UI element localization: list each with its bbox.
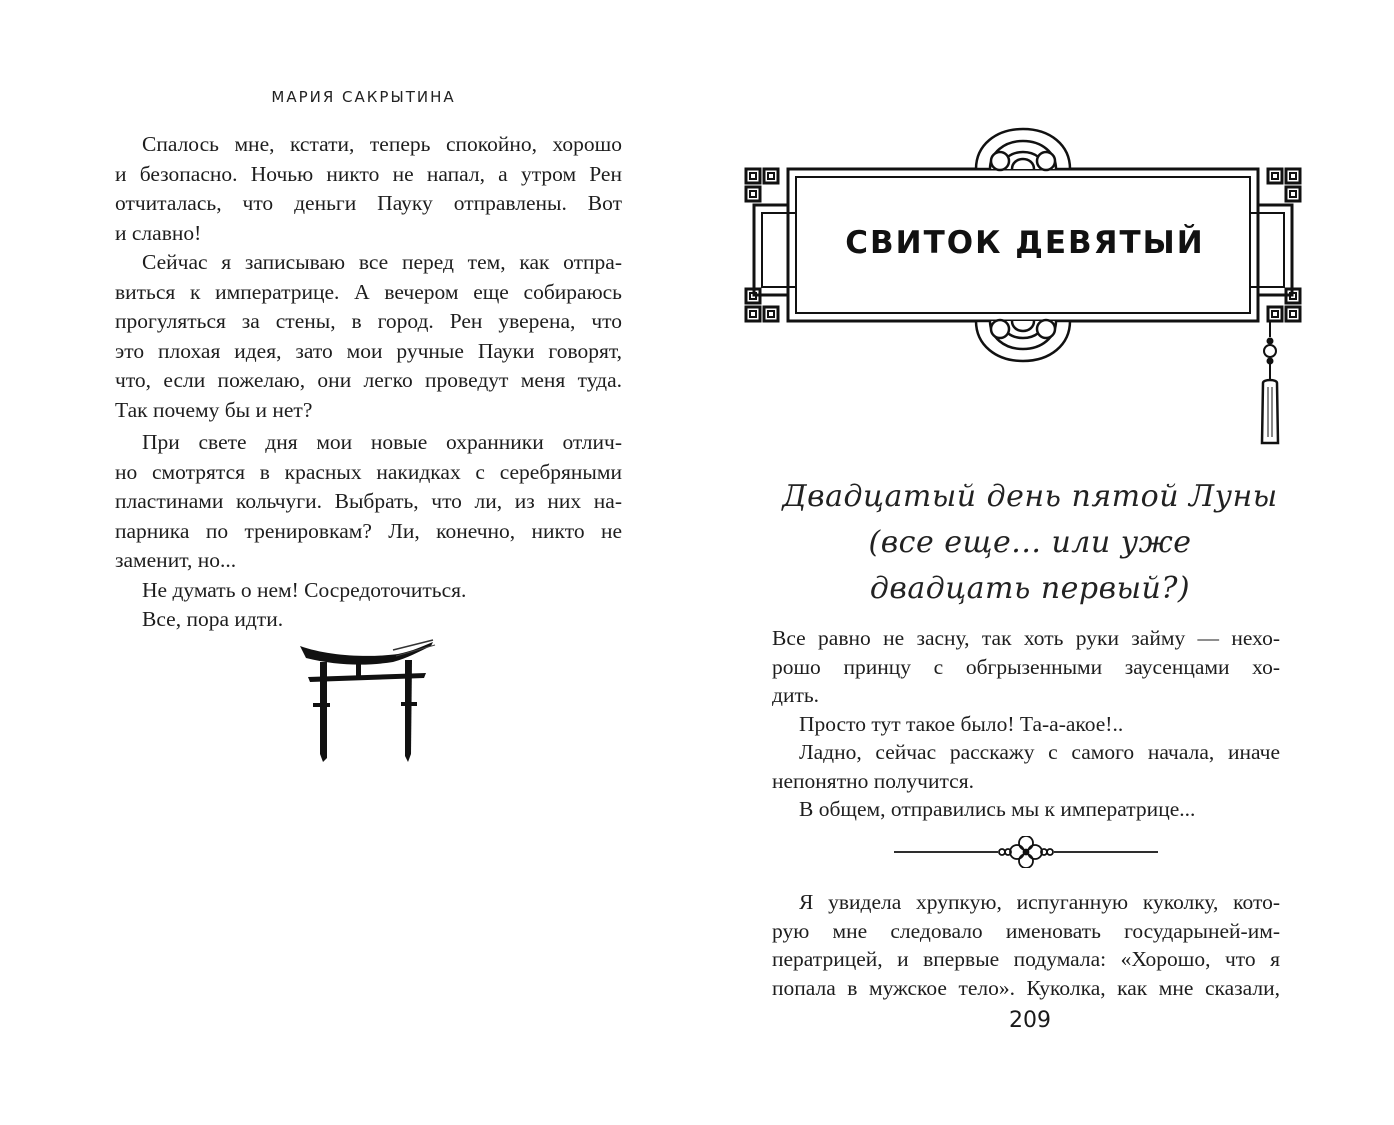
text-line: Ладно, сейчас расскажу с самого начала, иначе [799,740,1280,764]
text-line: Я увидела хрупкую, испуганную куколку, кото- [799,890,1280,914]
text-line: дить. [772,683,820,707]
text-line: прогуляться за стены, в город. Рен уверена, что [115,309,622,333]
text-line: виться к императрице. А вечером еще собираюсь [115,280,622,304]
text-line: рошо принцу с обгрызенными заусенцами хо- [772,655,1280,679]
text-line: отчиталась, что деньги Пауку отправлены. Вот [115,191,622,215]
epigraph-handwritten [780,474,1280,612]
epigraph-line: двадцать первый?) [869,571,1191,606]
text-line: Все равно не засну, так хоть руки займу — нехо- [772,626,1280,650]
text-line: что, если пожелаю, они легко проведут меня туда. [115,368,622,392]
text-line: и славно! [115,221,202,245]
text-line: рую мне следовало именовать государыней-им- [772,919,1280,943]
text-line: это плохая идея, зато мои ручные Пауки говорят, [115,339,622,363]
text-line: При свете дня мои новые охранники отлич- [142,430,622,454]
text-line: ператрицей, и впервые подумала: «Хорошо, что я [772,947,1280,971]
torii-gate-icon [298,636,438,766]
text-line: Просто тут такое было! Та-а-акое!.. [799,712,1124,736]
page-number: 209 [1009,1008,1051,1033]
text-line: Спалось мне, кстати, теперь спокойно, хорошо [142,132,622,156]
epigraph-line: Двадцатый день пятой Луны [782,479,1278,514]
text-line: пластинами кольчуги. Выбрать, что ли, из них на- [115,489,622,513]
chapter-title: СВИТОК ДЕВЯТЫЙ [845,225,1205,261]
text-line: Все, пора идти. [142,607,284,631]
text-line: заменит, но... [115,548,237,572]
text-line: парника по тренировкам? Ли, конечно, никто не [115,519,622,543]
text-line: Сейчас я записываю все перед тем, как отпра- [142,250,622,274]
text-line: непонятно получится. [772,769,974,793]
text-line: Не думать о нем! Сосредоточиться. [142,578,467,602]
running-head-author: МАРИЯ САКРЫТИНА [271,88,456,106]
flourish-divider-icon [890,836,1162,868]
text-line: и безопасно. Ночью никто не напал, а утром Рен [115,162,622,186]
text-line: но смотрятся в красных накидках с серебряными [115,460,622,484]
text-line: попала в мужское тело». Куколка, как мне сказали, [772,976,1280,1000]
epigraph-line: (все еще... или уже [868,525,1192,560]
text-line: Так почему бы и нет? [115,398,313,422]
chinese-scroll-frame-icon [740,125,1310,450]
text-line: В общем, отправились мы к императрице... [799,797,1196,821]
